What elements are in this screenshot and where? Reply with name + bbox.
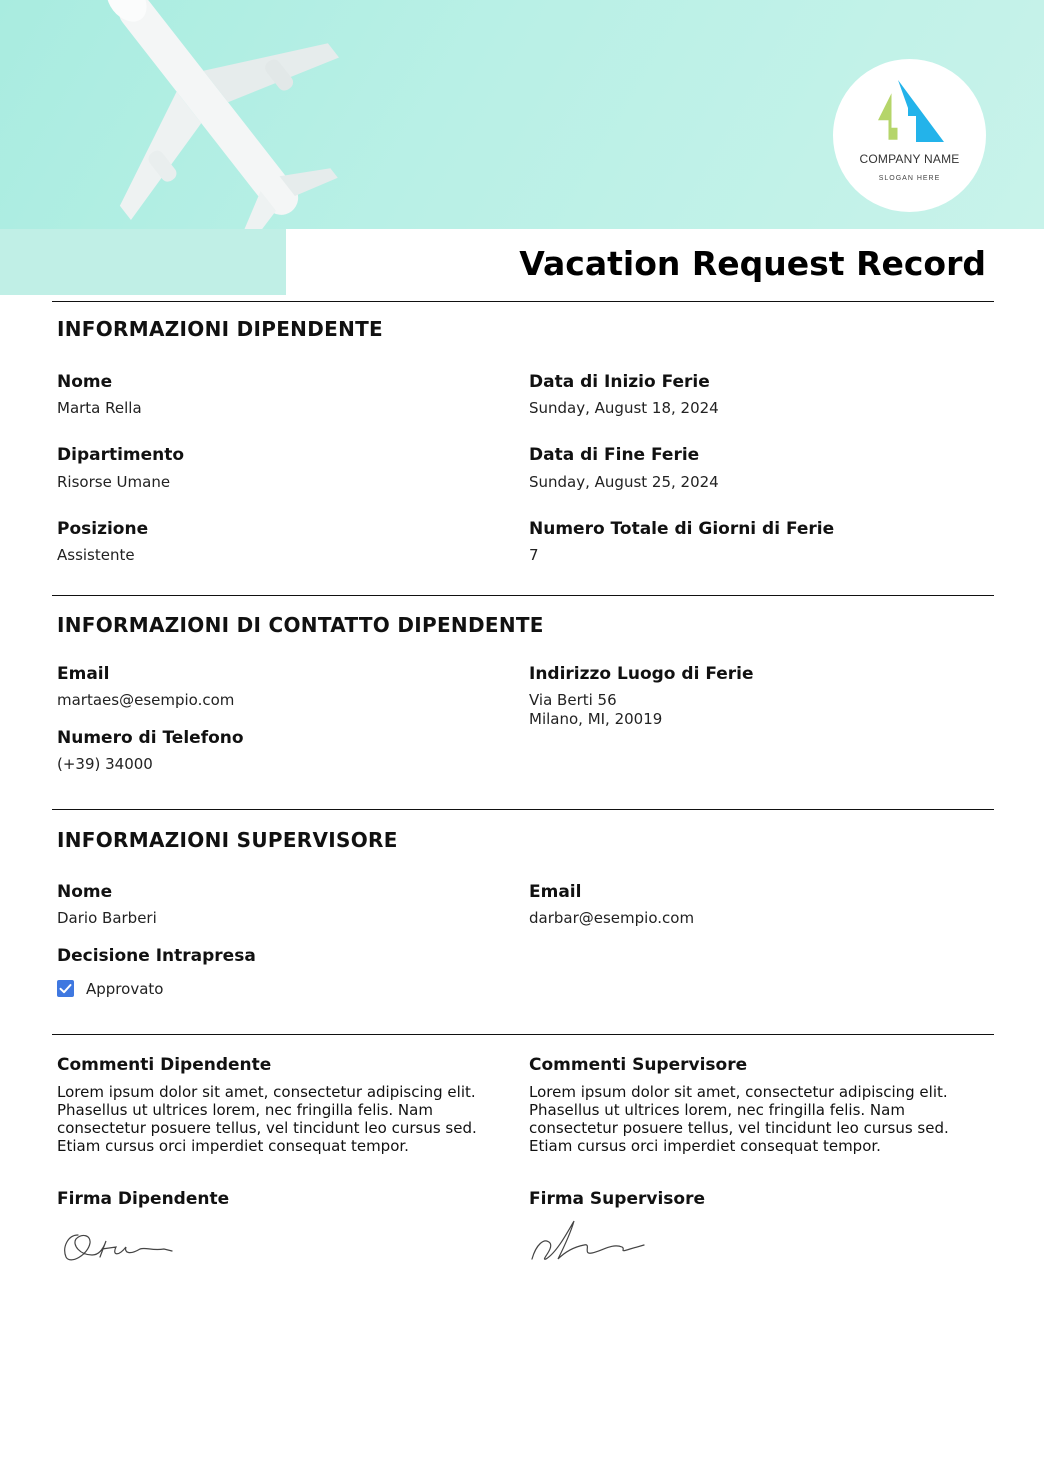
approved-checkbox[interactable] (57, 980, 74, 997)
total-days-value: 7 (529, 546, 539, 564)
employee-signature-label: Firma Dipendente (57, 1189, 230, 1209)
company-slogan: SLOGAN HERE (878, 175, 941, 182)
department-value: Risorse Umane (57, 473, 171, 491)
header-accent-strip (0, 229, 286, 295)
supervisor-comments-text: Lorem ipsum dolor sit amet, consectetur adipiscing elit. Phasellus ut ultrices lorem, nec fringilla felis. Nam consectetur posuere tellus, vel tincidunt leo cursus sed. Etiam cursus orci imperdiet consequat tempor. (529, 1083, 949, 1155)
phone-value: (+39) 34000 (57, 755, 153, 773)
start-date-value: Sunday, August 18, 2024 (529, 399, 719, 417)
supervisor-signature-label: Firma Supervisore (529, 1189, 705, 1209)
company-logo-icon (878, 80, 948, 145)
supervisor-email-value: darbar@esempio.com (529, 909, 695, 927)
email-label: Email (57, 664, 110, 684)
position-value: Assistente (57, 546, 135, 564)
end-date-label: Data di Fine Ferie (529, 445, 700, 465)
employee-signature-image (60, 1225, 175, 1265)
decision-label: Decisione Intrapresa (57, 946, 256, 966)
supervisor-signature-image (526, 1215, 651, 1270)
section-divider (52, 595, 994, 596)
supervisor-email-label: Email (529, 882, 582, 902)
total-days-label: Numero Totale di Giorni di Ferie (529, 519, 835, 539)
section-title-employee: INFORMAZIONI DIPENDENTE (57, 317, 384, 341)
section-title-contact: INFORMAZIONI DI CONTATTO DIPENDENTE (57, 613, 544, 637)
company-name: COMPANY NAME (859, 152, 960, 166)
section-divider (52, 1034, 994, 1035)
supervisor-name-value: Dario Barberi (57, 909, 157, 927)
employee-name-value: Marta Rella (57, 399, 142, 417)
start-date-label: Data di Inizio Ferie (529, 372, 710, 392)
supervisor-name-label: Nome (57, 882, 113, 902)
position-label: Posizione (57, 519, 149, 539)
vacation-address-line2: Milano, MI, 20019 (529, 710, 663, 728)
airplane-image (60, 0, 360, 229)
decision-value: Approvato (86, 980, 164, 998)
employee-name-label: Nome (57, 372, 113, 392)
department-label: Dipartimento (57, 445, 185, 465)
vacation-address-line1: Via Berti 56 (529, 691, 617, 709)
supervisor-comments-label: Commenti Supervisore (529, 1055, 748, 1075)
vacation-address-label: Indirizzo Luogo di Ferie (529, 664, 754, 684)
page-title: Vacation Request Record (519, 244, 986, 283)
end-date-value: Sunday, August 25, 2024 (529, 473, 719, 491)
phone-label: Numero di Telefono (57, 728, 244, 748)
section-divider (52, 301, 994, 302)
section-title-supervisor: INFORMAZIONI SUPERVISORE (57, 828, 398, 852)
email-value: martaes@esempio.com (57, 691, 235, 709)
checkmark-icon (57, 980, 74, 997)
employee-comments-text: Lorem ipsum dolor sit amet, consectetur adipiscing elit. Phasellus ut ultrices lorem, nec fringilla felis. Nam consectetur posuere tellus, vel tincidunt leo cursus sed. Etiam cursus orci imperdiet consequat tempor. (57, 1083, 477, 1155)
section-divider (52, 809, 994, 810)
employee-comments-label: Commenti Dipendente (57, 1055, 272, 1075)
